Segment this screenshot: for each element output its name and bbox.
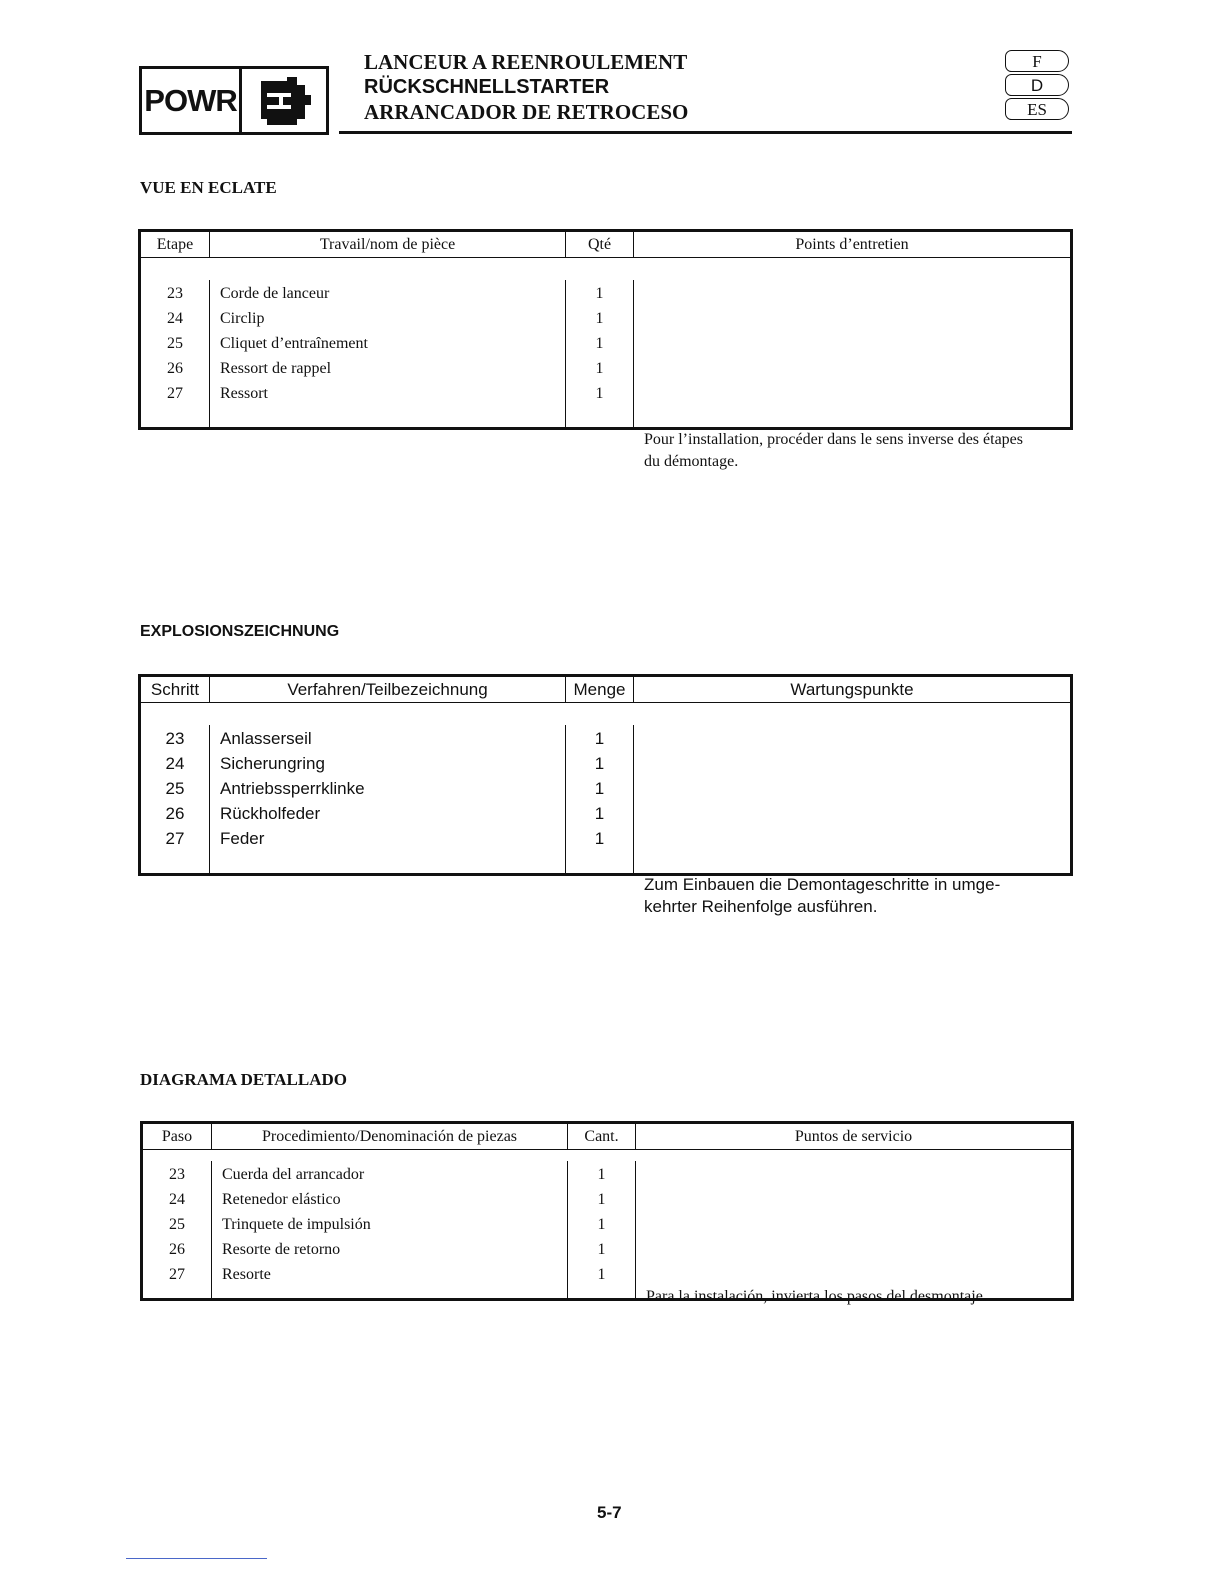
step-number: 25 (165, 779, 185, 798)
title-french: LANCEUR A REENROULEMENT (364, 50, 688, 74)
page-number: 5-7 (597, 1503, 622, 1522)
part-name: Sicherungring (220, 754, 325, 773)
part-quantity: 1 (597, 1241, 606, 1258)
step-number: 26 (169, 1241, 185, 1258)
part-quantity: 1 (597, 1266, 606, 1283)
section-badge (139, 66, 329, 135)
part-name: Retenedor elástico (222, 1191, 341, 1208)
quantity-column (566, 725, 634, 873)
step-number: 24 (165, 754, 185, 773)
page-titles (364, 50, 688, 125)
service-note-line: Pour l’installation, procéder dans le sens inverse des étapes (644, 430, 1023, 448)
header-quantity: Cant. (568, 1124, 636, 1150)
service-note (634, 429, 1033, 473)
service-note (634, 874, 1010, 918)
part-quantity: 1 (595, 359, 604, 377)
header-part-name: Procedimiento/Denominación de piezas (212, 1124, 568, 1150)
header-part-name: Verfahren/Teilbezeichnung (210, 677, 566, 703)
lang-marker-fr: F (1005, 50, 1069, 72)
part-name: Cuerda del arrancador (222, 1166, 365, 1183)
engine-icon (242, 69, 326, 132)
part-quantity: 1 (595, 284, 604, 302)
step-column (141, 280, 210, 428)
part-name-column (212, 1161, 568, 1298)
header-step: Etape (141, 232, 210, 258)
part-quantity: 1 (597, 1191, 606, 1208)
header-service-points: Wartungspunkte (634, 677, 1070, 703)
part-quantity: 1 (597, 1216, 606, 1233)
service-note-line: kehrter Reihenfolge ausführen. (644, 897, 878, 916)
part-quantity: 1 (595, 384, 604, 402)
lang-marker-es: ES (1005, 98, 1069, 120)
step-number: 26 (167, 359, 183, 377)
part-quantity: 1 (594, 754, 605, 773)
step-number: 23 (169, 1166, 185, 1183)
part-name: Circlip (220, 309, 265, 327)
footer-line (126, 1558, 267, 1559)
part-quantity: 1 (594, 829, 605, 848)
parts-table-fr (138, 229, 1073, 470)
parts-table-de (138, 674, 1073, 916)
step-number: 27 (165, 829, 185, 848)
step-number: 27 (167, 384, 183, 402)
section-title-es: DIAGRAMA DETALLADO (140, 1070, 348, 1089)
part-name: Trinquete de impulsión (222, 1216, 371, 1233)
section-title-de: EXPLOSIONSZEICHNUNG (140, 623, 340, 640)
part-name: Antriebssperrklinke (220, 779, 365, 798)
language-markers (1005, 50, 1069, 122)
header-quantity: Menge (566, 677, 634, 703)
quantity-column (568, 1161, 636, 1298)
part-quantity: 1 (597, 1166, 606, 1183)
part-quantity: 1 (594, 804, 605, 823)
quantity-column (566, 280, 634, 428)
step-number: 26 (165, 804, 185, 823)
part-name: Rückholfeder (220, 804, 321, 823)
step-number: 24 (169, 1191, 185, 1208)
part-name: Anlasserseil (220, 729, 312, 748)
step-column (143, 1161, 212, 1298)
badge-label: POWR (142, 69, 242, 132)
part-name-column (210, 725, 566, 873)
part-name: Resorte de retorno (222, 1241, 341, 1258)
parts-table-es (140, 1121, 1074, 1305)
title-german: RÜCKSCHNELLSTARTER (364, 76, 610, 98)
step-number: 24 (167, 309, 183, 327)
header-step: Schritt (141, 677, 210, 703)
service-points-column (634, 725, 1070, 916)
header-part-name: Travail/nom de pièce (210, 232, 566, 258)
step-number: 23 (167, 284, 183, 302)
service-points-column (634, 280, 1070, 470)
part-name: Ressort de rappel (220, 359, 332, 377)
service-note-line: du démontage. (644, 452, 739, 470)
step-number: 23 (165, 729, 185, 748)
part-name: Corde de lanceur (220, 284, 330, 302)
step-number: 25 (167, 334, 183, 352)
service-note-line: Para la instalación, invierta los pasos del desmontaje. (646, 1288, 987, 1305)
header-service-points: Points d’entretien (634, 232, 1070, 258)
part-name: Feder (220, 829, 265, 848)
section-title-fr: VUE EN ECLATE (140, 178, 277, 197)
lang-marker-de: D (1005, 74, 1069, 96)
part-name: Ressort (220, 384, 268, 402)
part-quantity: 1 (594, 779, 605, 798)
header-step: Paso (143, 1124, 212, 1150)
part-name-column (210, 280, 566, 428)
part-quantity: 1 (595, 334, 604, 352)
header-service-points: Puntos de servicio (636, 1124, 1071, 1150)
service-points-column (636, 1161, 1071, 1305)
header-quantity: Qté (566, 232, 634, 258)
part-quantity: 1 (595, 309, 604, 327)
step-number: 27 (169, 1266, 185, 1283)
header-rule (339, 131, 1072, 134)
step-number: 25 (169, 1216, 185, 1233)
title-spanish: ARRANCADOR DE RETROCESO (364, 100, 689, 124)
service-note (636, 1286, 997, 1308)
step-column (141, 725, 210, 873)
service-note-line: Zum Einbauen die Demontageschritte in umge- (644, 875, 1001, 894)
part-name: Cliquet d’entraînement (220, 334, 368, 352)
part-name: Resorte (222, 1266, 271, 1283)
part-quantity: 1 (594, 729, 605, 748)
